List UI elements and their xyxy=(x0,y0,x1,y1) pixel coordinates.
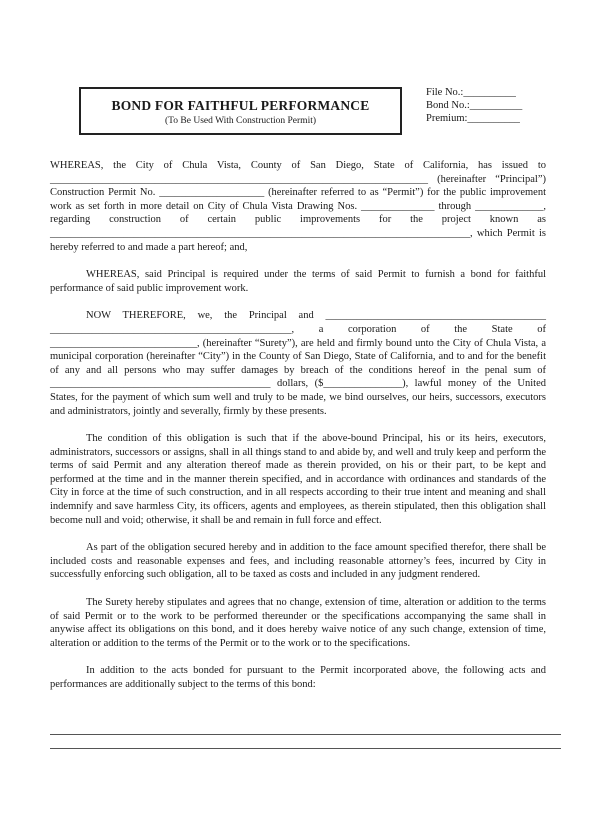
bond-body xyxy=(50,159,546,706)
paragraph-surety-stipulation: The Surety hereby stipulates and agrees that no change, extension of time, alteration or addition to the terms of said Permit or to the work to be performed thereunder or the specifications accompanying the same shall in anywise affect its obligations on this bond, and it does hereby waive notice of any such change, extension of time, alteration or addition to the terms of the Permit or to the work or to the specifications. xyxy=(50,597,546,649)
document-title: BOND FOR FAITHFUL PERFORMANCE xyxy=(111,98,370,113)
blank-line-1[interactable] xyxy=(50,734,561,735)
paragraph-costs: As part of the obligation secured hereby and in addition to the face amount specified therefor, there shall be included costs and reasonable expenses and fees, and including reasonable attorney’s fees, incurred by City in successfully enforcing such obligation, all to be taxed as costs and included in any judgment rendered. xyxy=(50,542,546,581)
paragraph-now-therefore: NOW THEREFORE, we, the Principal and __________________________________________ ______________________________________________, a corporation of the State of ____________________________, (hereinafter “Surety”), are held and firmly bound unto the City of Chula Vista, a municipal corporation (hereinafter “City”) in the County of San Diego, State of California, and to and for the benefit of any and all persons who may suffer damages by breach of the conditions hereof in the penal sum of __________________________________________ dollars, ($_______________), lawful money of the United States, for the payment of which sum well and truly to be made, we bind ourselves, our heirs, successors, executors and administrators, jointly and severally, firmly by these presents. xyxy=(50,310,546,417)
file-no-field[interactable]: File No.:__________ xyxy=(426,87,516,98)
blank-line-2[interactable] xyxy=(50,748,561,749)
title-box xyxy=(79,87,402,135)
document-subtitle: (To Be Used With Construction Permit) xyxy=(164,116,317,126)
bond-metadata xyxy=(426,86,522,125)
paragraph-additional-acts: In addition to the acts bonded for pursuant to the Permit incorporated above, the following acts and performances are additionally subject to the terms of this bond: xyxy=(50,665,546,690)
premium-field[interactable]: Premium:__________ xyxy=(426,113,520,124)
paragraph-whereas-principal: WHEREAS, said Principal is required under the terms of said Permit to furnish a bond for faithful performance of said public improvement work. xyxy=(50,269,546,294)
paragraph-whereas-permit: WHEREAS, the City of Chula Vista, County of San Diego, State of California, has issued to ________________________________________________________________________ (hereinafter “Principal”) Construction Permit No. ____________________ (hereinafter referred to as “Permit”) for the public improvement work as set forth in more detail on City of Chula Vista Drawing Nos. ______________ through _____________, regarding construction of certain public improvements for the project known as ________________________________________________________________________________, which Permit is hereby referred to and made a part hereof; and, xyxy=(50,160,546,253)
bond-no-field[interactable]: Bond No.:__________ xyxy=(426,100,523,111)
paragraph-condition: The condition of this obligation is such that if the above-bound Principal, his or its heirs, executors, administrators, successors or assigns, shall in all things stand to and abide by, and well and truly keep and perform the terms of said Permit and any alteration thereof made as therein provided, on his or their part, to be kept and performed at the time and in the manner therein specified, and in accordance with ordinances and standards of the City in force at the time of such construction, and in all respects according to their true intent and meaning and shall indemnify and save harmless City, its officers, agents and employees, as therein stipulated, then this obligation shall become null and void; otherwise, it shall be and remain in full force and effect. xyxy=(50,433,546,526)
